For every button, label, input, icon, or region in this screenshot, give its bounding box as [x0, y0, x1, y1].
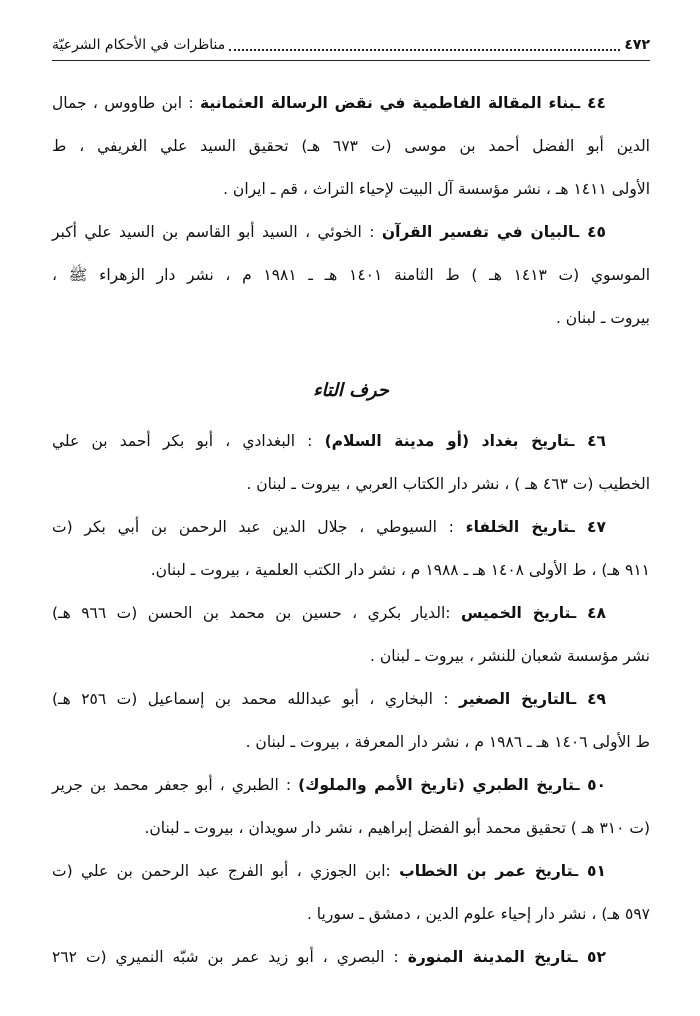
- entry-title: التاريخ الصغير: [459, 690, 571, 708]
- entry-text: الأولى ١٤١١ هـ ، نشر مؤسسة آل البيت لإحياء التراث ، قم ـ ايران .: [223, 180, 650, 198]
- entry-number: ٤٤ ـ: [574, 94, 606, 112]
- entry-line: [52, 678, 650, 721]
- entry-title: تاريخ المدينة المنورة: [407, 948, 573, 966]
- entry-line: [52, 506, 650, 549]
- entry-number: ٥٠ ـ: [574, 776, 606, 794]
- entry-line: [52, 936, 650, 979]
- entry-number: ٤٦ ـ: [569, 432, 606, 450]
- bibliography-entry: [52, 82, 650, 211]
- entry-line: [52, 463, 650, 506]
- bibliography-entry: [52, 420, 650, 506]
- section-heading: حرف التاء: [313, 380, 389, 401]
- entry-title: تاريخ الخميس: [460, 604, 571, 622]
- entry-text: الموسوي (ت ١٤١٣ هـ ) ط الثامنة ١٤٠١ هـ ـ ١٩٨١ م ، نشر دار الزهراء ﷺ ،: [52, 266, 651, 284]
- entry-line: [52, 82, 650, 125]
- entry-text: نشر مؤسسة شعبان للنشر ، بيروت ـ لبنان .: [370, 647, 650, 665]
- entry-title: تاريخ الخلفاء: [465, 518, 570, 536]
- entry-text: : الخوئي ، السيد أبو القاسم بن السيد علي أكبر: [52, 223, 375, 241]
- entry-line: [52, 721, 650, 764]
- entry-text: الدين أبو الفضل أحمد بن موسى (ت ٦٧٣ هـ) تحقيق السيد علي الغريفي ، ط: [52, 137, 650, 155]
- bibliography-entry: [52, 592, 650, 678]
- entry-line: [52, 893, 650, 936]
- book-title: مناظرات في الأحكام الشرعيّة: [52, 37, 226, 53]
- page-number: ٤٧٢: [624, 37, 650, 53]
- entry-text: : البصري ، أبو زيد عمر بن شبّه النميري (ت ٢٦٢: [52, 948, 399, 966]
- entry-line: [52, 297, 650, 340]
- entry-line: [52, 420, 650, 463]
- bibliography-entry: [52, 764, 650, 850]
- entry-text: ٥٩٧ هـ) ، نشر دار إحياء علوم الدين ، دمشق ـ سوريا .: [306, 905, 650, 923]
- entry-text: : السيوطي ، جلال الدين عبد الرحمن بن أبي بكر (ت: [52, 518, 454, 536]
- bibliography-entry: [52, 211, 650, 340]
- entry-title: البيان في تفسير القرآن: [381, 223, 574, 241]
- entries-group-before: [52, 82, 650, 340]
- entry-line: [52, 168, 650, 211]
- entry-line: [52, 764, 650, 807]
- entry-line: [52, 807, 650, 850]
- entry-line: [52, 549, 650, 592]
- entry-title: تاريخ بغداد (أو مدينة السلام): [324, 432, 570, 450]
- entry-text: :ابن الجوزي ، أبو الفرج عبد الرحمن بن علي (ت: [52, 862, 391, 880]
- entry-number: ٥٢ ـ: [572, 948, 606, 966]
- entry-line: [52, 592, 650, 635]
- running-header: [52, 30, 650, 61]
- entry-text: ٩١١ هـ) ، ط الأولى ١٤٠٨ هـ ـ ١٩٨٨ م ، نشر دار الكتب العلمية ، بيروت ـ لبنان.: [150, 561, 650, 579]
- entry-title: تاريخ عمر بن الخطاب: [399, 862, 573, 880]
- entry-number: ٤٥ ـ: [573, 223, 606, 241]
- entry-line: [52, 254, 650, 297]
- entries-group-after: [52, 420, 650, 979]
- entry-title: تاريخ الطبري (تاريخ الأمم والملوك): [298, 776, 575, 794]
- entry-text: بيروت ـ لبنان .: [555, 309, 650, 327]
- entry-text: : ابن طاووس ، جمال: [52, 94, 194, 112]
- entry-text: ط الأولى ١٤٠٦ هـ ـ ١٩٨٦ م ، نشر دار المعرفة ، بيروت ـ لبنان .: [245, 733, 650, 751]
- entry-line: [52, 635, 650, 678]
- entry-number: ٥١ ـ: [572, 862, 606, 880]
- entry-number: ٤٩ ـ: [570, 690, 606, 708]
- entry-number: ٤٨ ـ: [570, 604, 606, 622]
- bibliography-entry: [52, 850, 650, 936]
- entry-text: : البخاري ، أبو عبدالله محمد بن إسماعيل (ت ٢٥٦ هـ): [52, 690, 449, 708]
- entry-text: (ت ٣١٠ هـ ) تحقيق محمد أبو الفضل إبراهيم ، نشر دار سويدان ، بيروت ـ لبنان.: [144, 819, 650, 837]
- entry-line: [52, 125, 650, 168]
- entry-number: ٤٧ ـ: [569, 518, 606, 536]
- page-body: [52, 82, 650, 979]
- entry-title: بناء المقالة الفاطمية في نقض الرسالة العثمانية: [199, 94, 575, 112]
- entry-text: الخطيب (ت ٤٦٣ هـ ) ، نشر دار الكتاب العربي ، بيروت ـ لبنان .: [246, 475, 650, 493]
- entry-text: :الديار بكري ، حسين بن محمد بن الحسن (ت ٩٦٦ هـ): [52, 604, 451, 622]
- entry-line: [52, 850, 650, 893]
- entry-line: [52, 211, 650, 254]
- bibliography-entry: [52, 506, 650, 592]
- leader-dots: [229, 49, 620, 51]
- entry-text: : الطبري ، أبو جعفر محمد بن جرير: [52, 776, 292, 794]
- bibliography-entry: [52, 936, 650, 979]
- bibliography-entry: [52, 678, 650, 764]
- entry-text: : البغدادي ، أبو بكر أحمد بن علي: [52, 432, 313, 450]
